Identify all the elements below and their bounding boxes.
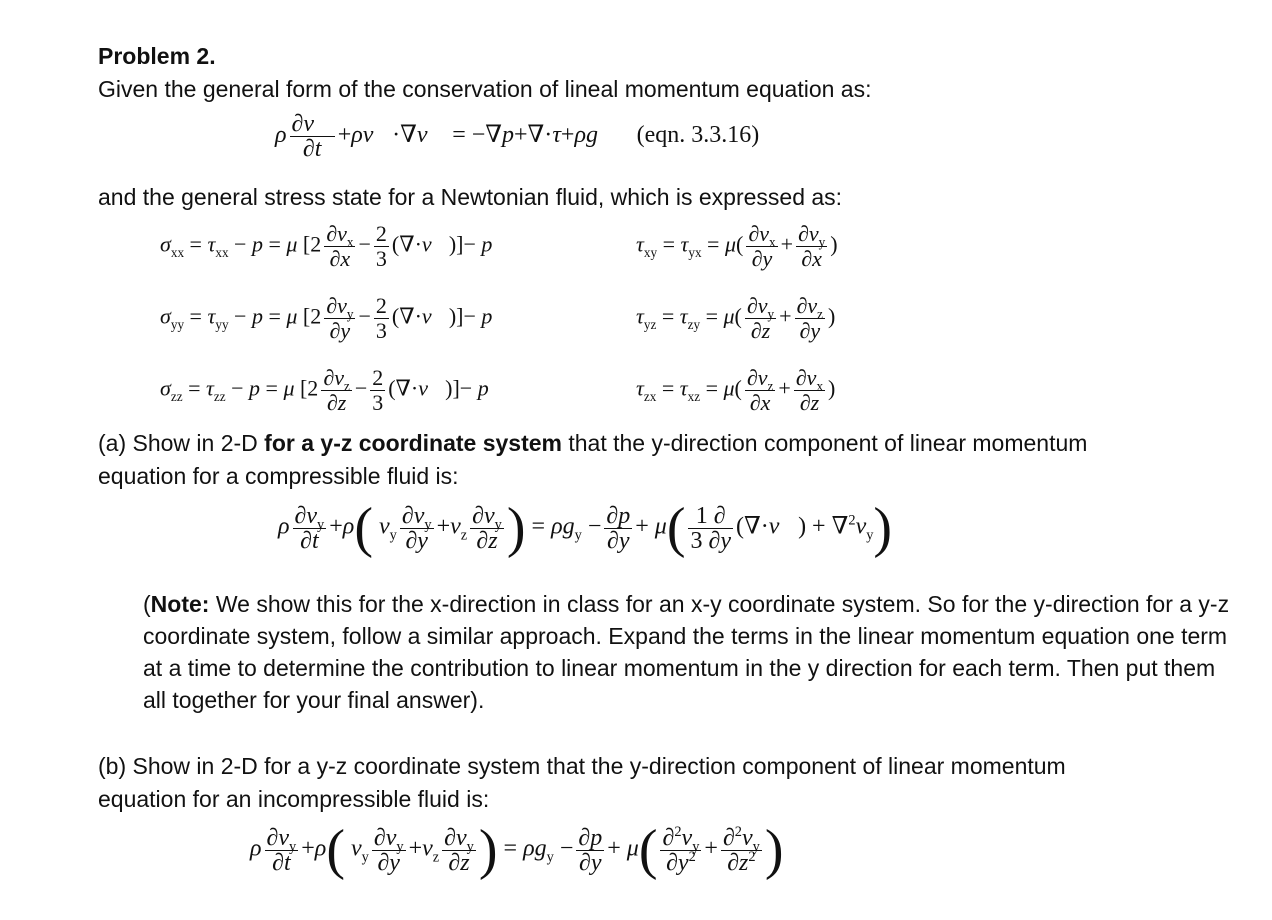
sigma-yy-equation: $\sigma_{yy} = \tau_{yy} - p = \mu$ [2 $\frac{\partial v_y}{\partial y}$ − $\frac{2}{3}$ (∇·v⃗)]− p: [160, 293, 493, 343]
note-paragraph: (Note: We show this for the x-direction in class for an x-y coordinate system. So for the y-direction for a y-z coordinate system, follow a similar approach. Expand the terms in the linear momentum equation one term at a time to determine the contribution to linear momentum in the y direction for each term. Then put them all together for your final answer).: [143, 591, 1230, 713]
tau-yz-equation: $\tau_{yz} = \tau_{zy} = \mu$( $\frac{\partial v_y}{\partial z}$ + $\frac{\partial v_z}{\partial y}$ ): [636, 293, 836, 343]
tau-xy-equation: $\tau_{xy} = \tau_{yx} = \mu$( $\frac{\partial v_x}{\partial y}$ + $\frac{\partial v_y}{\partial x}$ ): [636, 221, 838, 271]
stress-intro-text: and the general stress state for a Newtonian fluid, which is expressed as:: [98, 184, 843, 210]
part-a-line2: equation for a compressible fluid is:: [98, 463, 459, 489]
compressible-equation: ρ $\frac{\partial v_y}{\partial t}$ +ρ( $v_y$ $\frac{\partial v_y}{\partial y}$ $+v_z$ $\frac{\partial v_y}{\partial z}$ ) = $\rho g_y$ − $\frac{\partial p}{\partial y}$ + μ( $\frac{1 \partial}{3 \partial y}$ (∇·v⃗) + $\nabla^2v_y$): [278, 497, 893, 559]
incompressible-equation: ρ $\frac{\partial v_y}{\partial t}$ +ρ( $v_y$ $\frac{\partial v_y}{\partial y}$ $+v_z$ $\frac{\partial v_y}{\partial z}$ ) = $\rho g_y$ − $\frac{\partial p}{\partial y}$ + μ( $\frac{\partial^2v_y}{\partial y^2}$ + $\frac{\partial^2v_y}{\partial z^2}$ ): [250, 819, 784, 881]
sigma-zz-equation: $\sigma_{zz} = \tau_{zz} - p = \mu$ [2 $\frac{\partial v_z}{\partial z}$ − $\frac{2}{3}$ (∇·v⃗)]− p: [160, 365, 489, 415]
intro-text: Given the general form of the conservation of lineal momentum equation as:: [98, 76, 872, 102]
problem-title: Problem 2.: [98, 43, 216, 69]
part-a-line1: (a) Show in 2-D for a y-z coordinate system that the y-direction component of linear momentum: [98, 430, 1088, 456]
part-b-line2: equation for an incompressible fluid is:: [98, 786, 490, 812]
momentum-equation: ρ $\frac{\partial v⃗}{\partial t}$ +ρv⃗·∇v⃗ = −∇p+∇·τ+ρg⃗ (eqn. 3.3.16): [275, 111, 760, 162]
part-b-line1: (b) Show in 2-D for a y-z coordinate system that the y-direction component of linear momentum: [98, 753, 1066, 779]
eqn-label: (eqn. 3.3.16): [636, 122, 760, 149]
sigma-xx-equation: $\sigma_{xx} = \tau_{xx} - p = \mu$ [2 $\frac{\partial v_x}{\partial x}$ − $\frac{2}{3}$ (∇·v⃗)]− p: [160, 221, 493, 271]
tau-zx-equation: $\tau_{zx} = \tau_{xz} = \mu$( $\frac{\partial v_z}{\partial x}$ + $\frac{\partial v_x}{\partial z}$ ): [636, 365, 836, 415]
